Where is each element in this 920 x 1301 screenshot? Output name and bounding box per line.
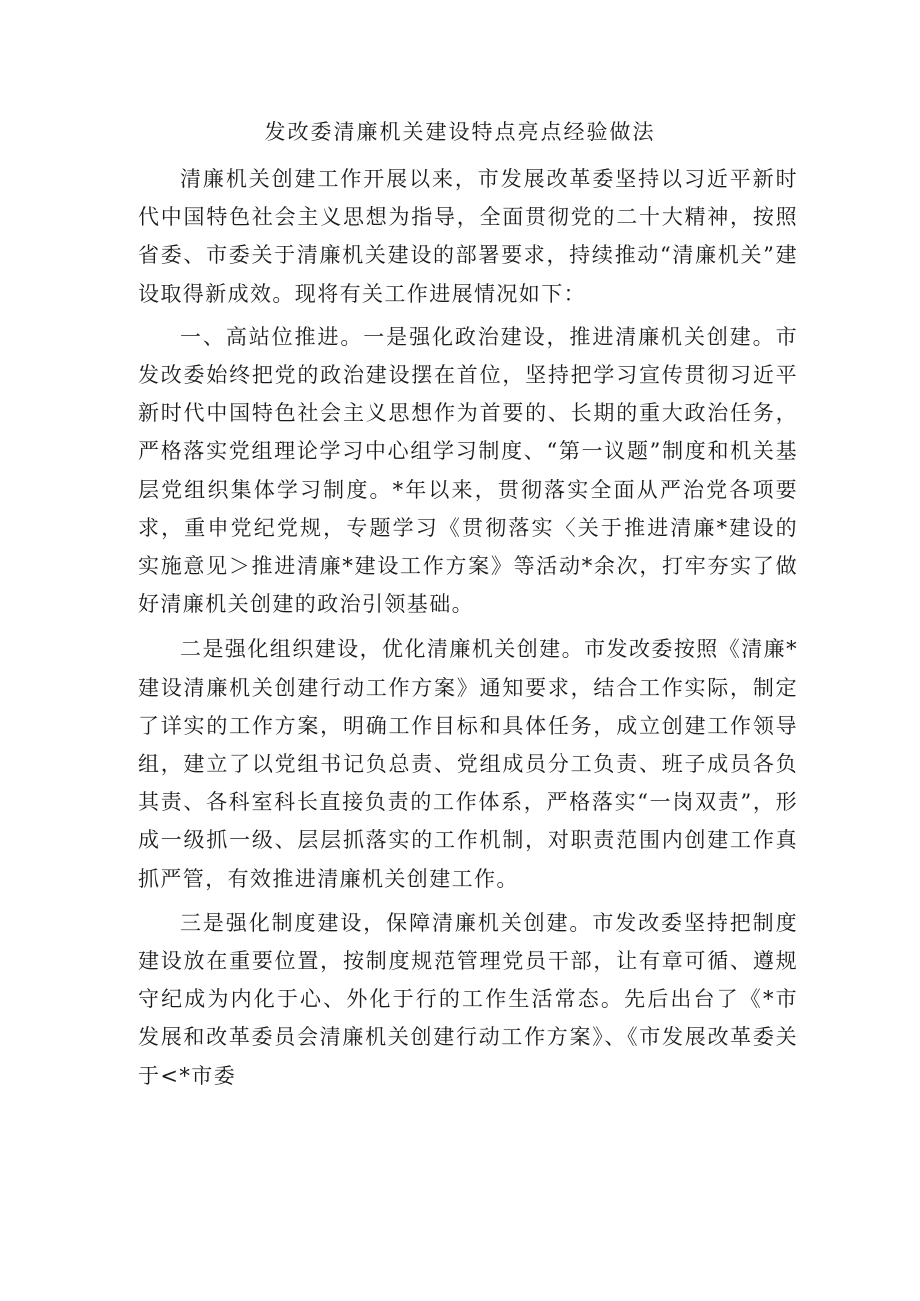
document-body (138, 160, 798, 1095)
paragraph-intro: 清廉机关创建工作开展以来，市发展改革委坚持以习近平新时代中国特色社会主义思想为指导，全面贯彻党的二十大精神，按照省委、市委关于清廉机关建设的部署要求，持续推动“清廉机关”建设取得新成效。现将有关工作进展情况如下： (138, 167, 798, 306)
paragraph-political-building: 一、高站位推进。一是强化政治建设，推进清廉机关创建。市发改委始终把党的政治建设摆在首位，坚持把学习宣传贯彻习近平新时代中国特色社会主义思想作为首要的、长期的重大政治任务，严格落实党组理论学习中心组学习制度、“第一议题”制度和机关基层党组织集体学习制度。*年以来，贯彻落实全面从严治党各项要求，重申党纪党规，专题学习《贯彻落实〈关于推进清廉*建设的实施意见＞推进清廉*建设工作方案》等活动*余次，打牢夯实了做好清廉机关创建的政治引领基础。 (138, 324, 798, 617)
document-title: 发改委清廉机关建设特点亮点经验做法 (264, 120, 656, 144)
paragraph-system-building: 三是强化制度建设，保障清廉机关创建。市发改委坚持把制度建设放在重要位置，按制度规范管理党员干部，让有章可循、遵规守纪成为内化于心、外化于行的工作生活常态。先后出台了《*市发展和改革委员会清廉机关创建行动工作方案》、《市发展改革委关于<*市委 (138, 910, 798, 1088)
paragraph-organization-building: 二是强化组织建设，优化清廉机关创建。市发改委按照《清廉*建设清廉机关创建行动工作方案》通知要求，结合工作实际，制定了详实的工作方案，明确工作目标和具体任务，成立创建工作领导组，建立了以党组书记负总责、党组成员分工负责、班子成员各负其责、各科室科长直接负责的工作体系，严格落实“一岗双责”，形成一级抓一级、层层抓落实的工作机制，对职责范围内创建工作真抓严管，有效推进清廉机关创建工作。 (138, 637, 798, 891)
